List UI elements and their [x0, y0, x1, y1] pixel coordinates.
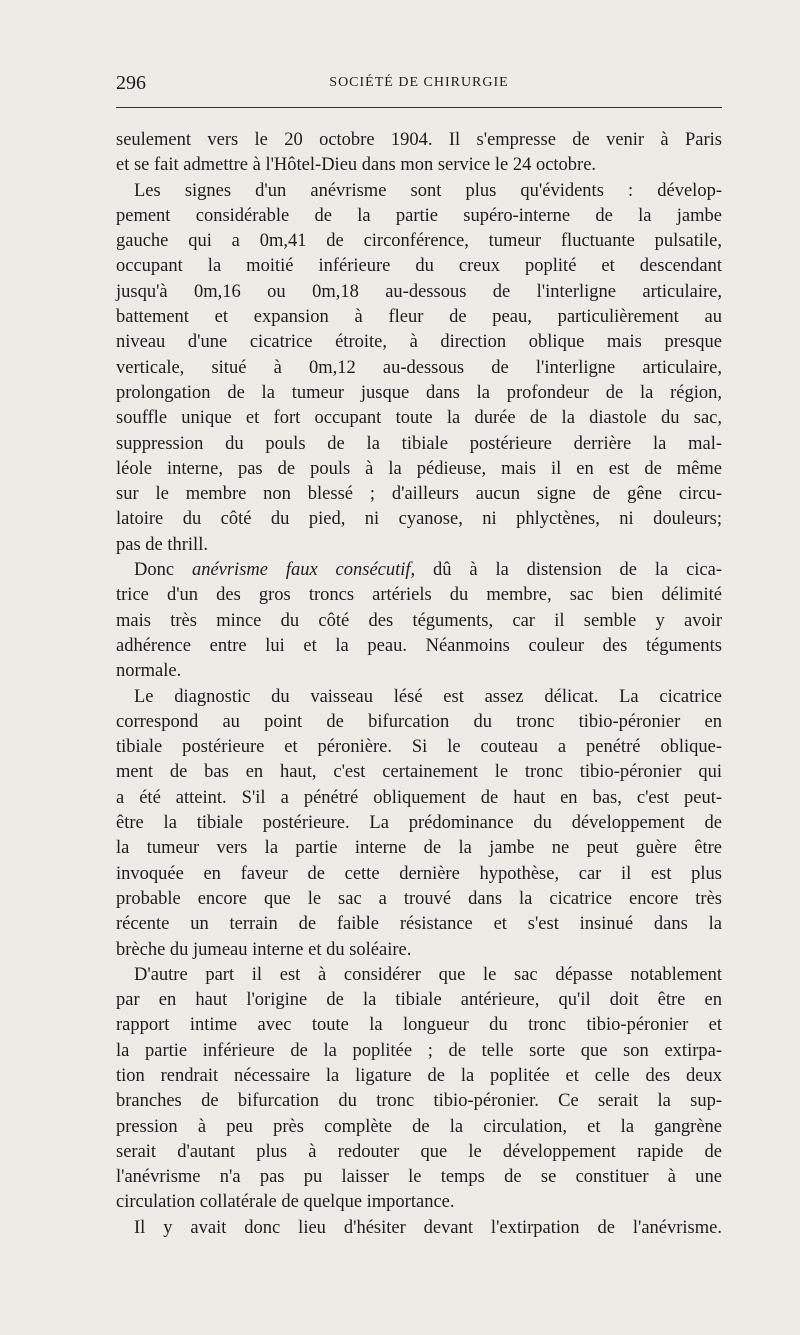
text-line	[116, 558, 722, 583]
page-header	[116, 70, 722, 100]
text-line: tion rendrait nécessaire la ligature de la poplitée et celle des deux	[116, 1065, 722, 1086]
text-line: rapport intime avec toute la longueur du tronc tibio-péronier et	[116, 1015, 722, 1036]
text-line: la partie inférieure de la poplitée ; de telle sorte que son extirpa-	[116, 1040, 722, 1061]
text-line: être la tibiale postérieure. La prédominance du développement de	[116, 813, 722, 834]
text-line: brèche du jumeau interne et du soléaire.	[116, 939, 412, 960]
text-line: récente un terrain de faible résistance et s'est insinué dans la	[116, 914, 722, 935]
header-rule	[116, 107, 722, 108]
text-line: a été atteint. S'il a pénétré obliquement de haut en bas, c'est peut-	[116, 787, 722, 808]
text-line: normale.	[116, 661, 182, 682]
text-line: adhérence entre lui et la peau. Néanmoins couleur des téguments	[116, 635, 722, 656]
text-line: mais très mince du côté des téguments, car il semble y avoir	[116, 610, 722, 631]
text-line: pas de thrill.	[116, 534, 208, 555]
text-line-rest: , dû à la distension de la cica-	[410, 560, 723, 581]
text-line: verticale, situé à 0m,12 au-dessous de l'interligne articulaire,	[116, 357, 722, 378]
text-line: tibiale postérieure et péronière. Si le couteau a penétré oblique-	[116, 737, 722, 758]
text-line: battement et expansion à fleur de peau, particulièrement au	[116, 307, 722, 328]
italic-term: anévrisme faux consécutif	[191, 560, 411, 581]
text-line: branches de bifurcation du tronc tibio-péronier. Ce serait la sup-	[116, 1091, 722, 1112]
running-title: SOCIÉTÉ DE CHIRURGIE	[329, 75, 509, 90]
text-line: invoquée en faveur de cette dernière hypothèse, car il est plus	[116, 863, 722, 884]
text-line: serait d'autant plus à redouter que le développement rapide de	[116, 1141, 722, 1162]
text-line: Les signes d'un anévrisme sont plus qu'évidents : dévelop-	[134, 180, 722, 201]
text-line: jusqu'à 0m,16 ou 0m,18 au-dessous de l'interligne articulaire,	[116, 281, 722, 302]
text-line: niveau d'une cicatrice étroite, à direction oblique mais presque	[116, 332, 722, 353]
text-line: la tumeur vers la partie interne de la jambe ne peut guère être	[116, 838, 722, 859]
text-line: D'autre part il est à considérer que le sac dépasse notablement	[134, 964, 722, 985]
text-line: souffle unique et fort occupant toute la durée de la diastole du sac,	[116, 408, 722, 429]
text-line: pement considérable de la partie supéro-interne de la jambe	[116, 205, 722, 226]
text-line: correspond au point de bifurcation du tronc tibio-péronier en	[116, 711, 722, 732]
text-line: circulation collatérale de quelque importance.	[116, 1192, 455, 1213]
body-text	[116, 128, 722, 1241]
text-line: seulement vers le 20 octobre 1904. Il s'empresse de venir à Paris	[116, 130, 722, 150]
text-line: trice d'un des gros troncs artériels du membre, sac bien délimité	[116, 585, 722, 606]
text-line: ment de bas en haut, c'est certainement le tronc tibio-péronier qui	[116, 762, 722, 783]
text-line: prolongation de la tumeur jusque dans la profondeur de la région,	[116, 382, 722, 403]
text-line: et se fait admettre à l'Hôtel-Dieu dans mon service le 24 octobre.	[116, 155, 597, 176]
text-line: pression à peu près complète de la circulation, et la gangrène	[116, 1116, 722, 1137]
text-line: par en haut l'origine de la tibiale antérieure, qu'il doit être en	[116, 990, 722, 1011]
text-line: suppression du pouls de la tibiale postérieure derrière la mal-	[116, 433, 722, 454]
text-line: Il y avait donc lieu d'hésiter devant l'extirpation de l'anévrisme.	[134, 1217, 722, 1238]
text-line-prefix: Donc	[134, 560, 192, 581]
text-line: probable encore que le sac a trouvé dans la cicatrice encore très	[116, 888, 722, 909]
text-line: latoire du côté du pied, ni cyanose, ni phlyctènes, ni douleurs;	[116, 509, 722, 530]
text-line: gauche qui a 0m,41 de circonférence, tumeur fluctuante pulsatile,	[116, 231, 722, 252]
page-number: 296	[116, 72, 146, 94]
text-line: léole interne, pas de pouls à la pédieuse, mais il en est de même	[116, 458, 722, 479]
text-line: sur le membre non blessé ; d'ailleurs aucun signe de gêne circu-	[116, 484, 722, 505]
text-line: Le diagnostic du vaisseau lésé est assez délicat. La cicatrice	[134, 686, 722, 707]
text-line: l'anévrisme n'a pas pu laisser le temps de se constituer à une	[116, 1167, 722, 1188]
text-line: occupant la moitié inférieure du creux poplité et descendant	[116, 256, 722, 277]
